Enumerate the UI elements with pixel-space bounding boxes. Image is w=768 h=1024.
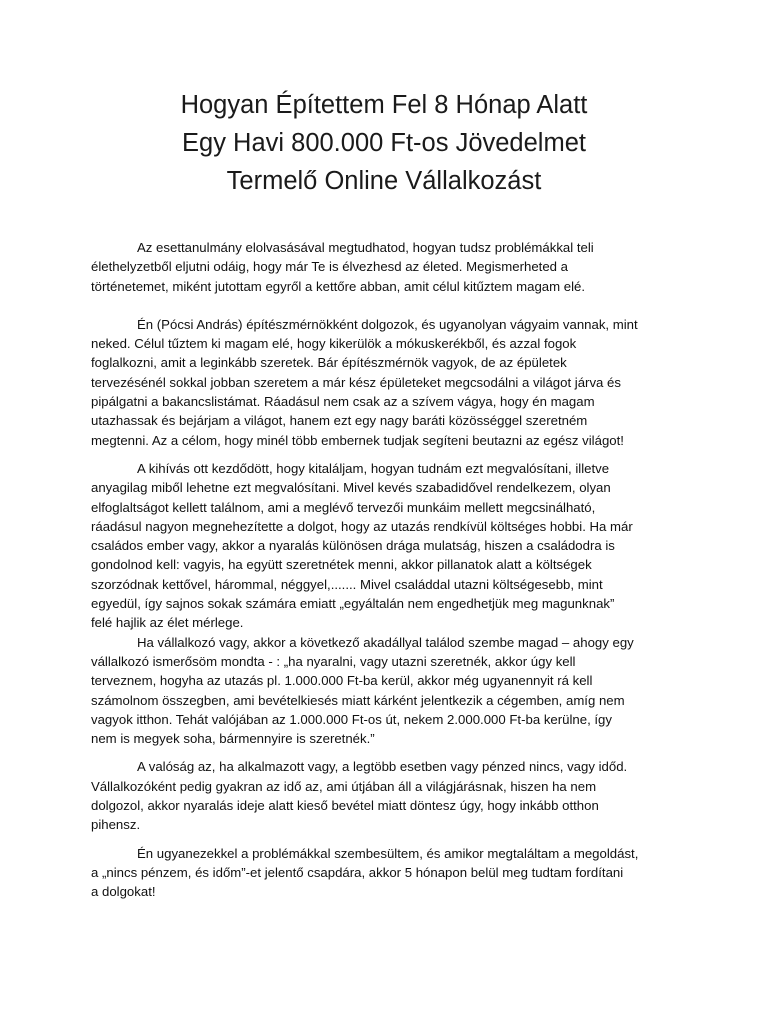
text-line: családos ember vagy, akkor a nyaralás különösen drága mulatság, hiszen a családodra is (91, 538, 615, 554)
text-line: Az esettanulmány elolvasásával megtudhatod, hogyan tudsz problémákkal teli (137, 240, 594, 255)
text-line: foglalkozni, amit a leginkább szeretek. Bár építészmérnök vagyok, de az épületek (91, 355, 567, 371)
text-line: élethelyzetből eljutni odáig, hogy már Te is élvezhesd az életed. Megismerheted a (91, 259, 568, 275)
paragraph-spacer (91, 296, 681, 315)
paragraph-spacer (91, 835, 681, 844)
paragraph-intro (91, 238, 681, 296)
text-line: neked. Célul tűztem ki magam elé, hogy kikerülök a mókuskerékből, és azzal fogok (91, 336, 577, 352)
title-line-3: Termelő Online Vállalkozást (226, 167, 542, 195)
text-line: tervezésénél sokkal jobban szeretem a már kész épületeket megcsodálni a világot járva és (91, 374, 621, 390)
title-line-2: Egy Havi 800.000 Ft-os Jövedelmet (182, 129, 586, 157)
text-line: gondolnod kell: vagyis, ha együtt szeretnétek menni, akkor pillanatok alatt a költségek (91, 557, 592, 573)
text-line: A valóság az, ha alkalmazott vagy, a legtöbb esetben vagy pénzed nincs, vagy időd. (137, 759, 628, 775)
text-line: egyedül, így sajnos sokak számára emiatt „egyáltalán nem engedhetjük meg magunknak” (91, 596, 615, 612)
paragraph-solution (91, 844, 681, 902)
paragraph-reality (91, 757, 681, 834)
text-line: számolnom összegben, ami bevételkiesés miatt kárként jelentkezik a cégemben, amíg nem (91, 692, 625, 708)
text-line: Én ugyanezekkel a problémákkal szembesültem, és amikor megtaláltam a megoldást, (137, 845, 639, 861)
text-line: vagyok itthon. Tehát valójában az 1.000.000 Ft-os út, nekem 2.000.000 Ft-ba kerülne, így (91, 711, 612, 727)
paragraph-challenge (91, 459, 681, 633)
document-body (91, 238, 681, 902)
text-line: szorzódnak kettővel, hárommal, néggyel,....... Mivel családdal utazni költségesebb, mint (91, 576, 603, 592)
text-line: megtenni. Az a célom, hogy minél több embernek tudjak segíteni beutazni az egész világot! (91, 432, 624, 448)
text-line: anyagilag miből lehetne ezt megvalósítani. Mivel kevés szabadidővel rendelkezem, olyan (91, 480, 611, 496)
text-line: Ha vállalkozó vagy, akkor a következő akadállyal találod szembe magad – ahogy egy (137, 634, 634, 650)
text-line: nem is megyek soha, bármennyire is szeretnék.” (91, 731, 375, 747)
paragraph-entrepreneur (91, 633, 681, 749)
text-line: pipálgatni a bakancslistámat. Ráadásul nem csak az a szívem vágya, hogy én magam (91, 394, 595, 410)
text-line: történetemet, miként jutottam egyről a kettőre abban, amit célul kitűztem magam elé. (91, 278, 586, 294)
text-line: terveznem, hogyha az utazás pl. 1.000.000 Ft-ba kerül, akkor még ugyanennyit rá kell (91, 673, 593, 689)
text-line: ráadásul nagyon megnehezítette a dolgot, hogy az utazás rendkívül költséges hobbi. Ha már (91, 518, 633, 534)
paragraph-spacer (91, 748, 681, 757)
document-title (90, 86, 678, 200)
paragraph-spacer (91, 450, 681, 459)
paragraph-author (91, 315, 681, 450)
text-line: dolgozol, akkor nyaralás ideje alatt kieső bevétel miatt döntesz úgy, hogy inkább otthon (91, 798, 599, 814)
text-line: a „nincs pénzem, és időm”-et jelentő csapdára, akkor 5 hónapon belül meg tudtam fordítani (91, 864, 624, 880)
text-line: A kihívás ott kezdődött, hogy kitaláljam, hogyan tudnám ezt megvalósítani, illetve (137, 460, 610, 476)
text-line: pihensz. (91, 817, 141, 833)
text-line: felé hajlik az élet mérlege. (91, 615, 244, 631)
text-line: elfoglaltságot kellett találnom, ami a meglévő tervezői munkáim mellett megcsinálható, (91, 499, 596, 515)
text-line: vállalkozó ismerősöm mondta - : „ha nyaralni, vagy utazni szeretnék, akkor úgy kell (91, 653, 576, 669)
text-line: Én (Pócsi András) építészmérnökként dolgozok, és ugyanolyan vágyaim vannak, mint (137, 316, 638, 332)
text-line: a dolgokat! (91, 884, 156, 900)
title-line-1: Hogyan Építettem Fel 8 Hónap Alatt (180, 91, 588, 119)
text-line: Vállalkozóként pedig gyakran az idő az, ami útjában áll a világjárásnak, hiszen ha nem (91, 778, 597, 794)
text-line: utazhassak és bejárjam a világot, hanem ezt egy nagy baráti közösséggel szeretném (91, 413, 588, 429)
